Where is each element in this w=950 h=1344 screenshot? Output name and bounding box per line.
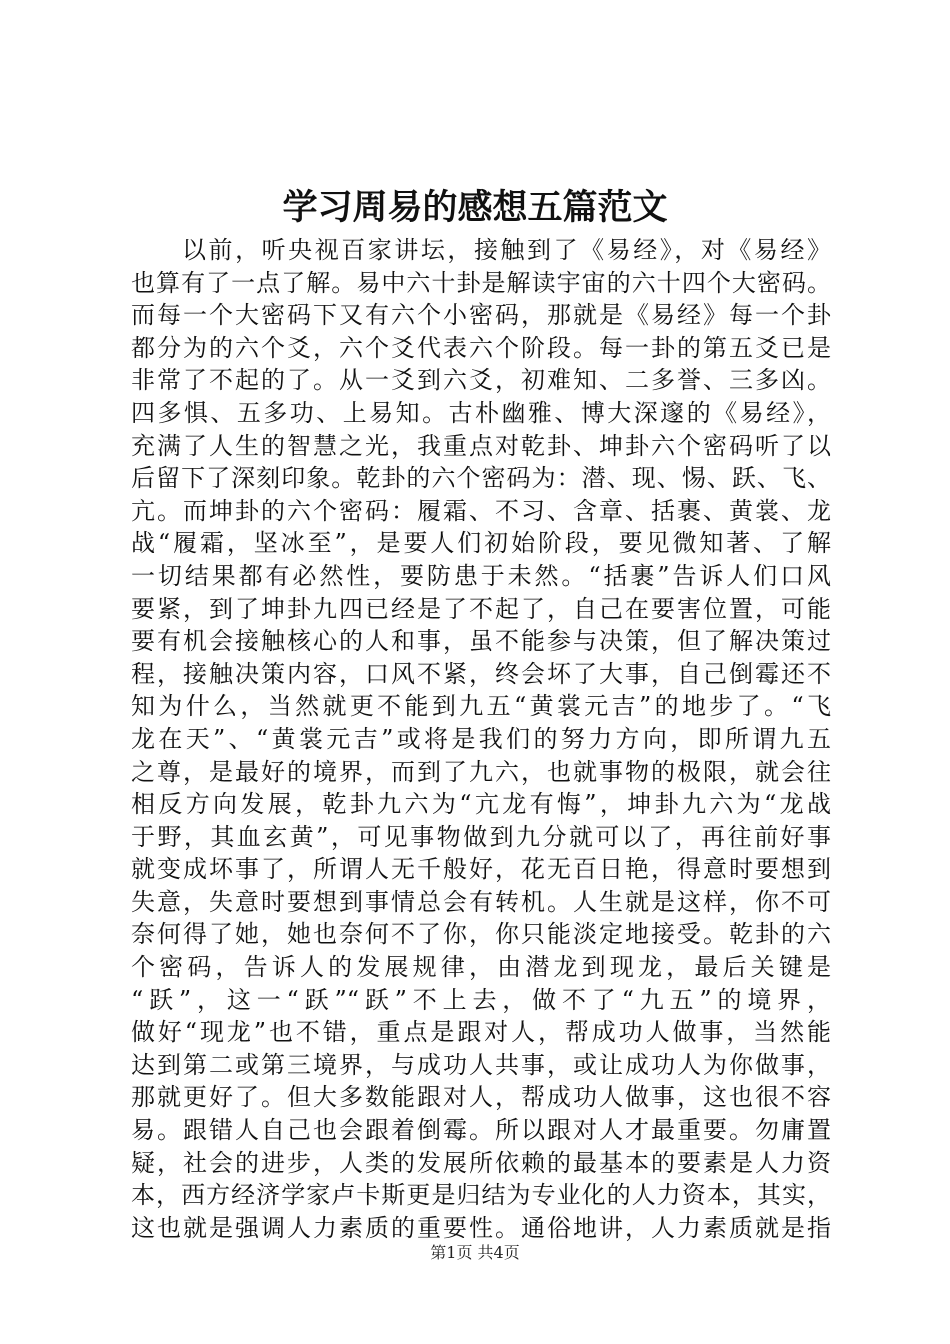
text-line: 都分为的六个爻，六个爻代表六个阶段。每一卦的第五爻已是 [131,333,831,362]
text-line: 本，西方经济学家卢卡斯更是归结为专业化的人力资本，其实， [131,1181,831,1210]
text-line: 四多惧、五多功、上易知。古朴幽雅、博大深邃的《易经》， [131,398,831,427]
text-line: 易。跟错人自己也会跟着倒霉。所以跟对人才最重要。勿庸置 [131,1116,831,1145]
text-line: 于野，其血玄黄”，可见事物做到九分就可以了，再往前好事 [131,822,831,851]
text-line: 龙在天”、“黄裳元吉”或将是我们的努力方向，即所谓九五 [131,724,831,753]
text-line: 一切结果都有必然性，要防患于未然。“括裹”告诉人们口风 [131,561,831,590]
text-line: 非常了不起的了。从一爻到六爻，初难知、二多誉、三多凶。 [131,366,831,395]
text-line: 亢。而坤卦的六个密码：履霜、不习、含章、括裹、黄裳、龙 [131,496,831,525]
document-title: 学习周易的感想五篇范文 [282,187,668,228]
text-line: 相反方向发展，乾卦九六为“亢龙有悔”，坤卦九六为“龙战 [131,790,831,819]
body-paragraph [131,234,831,1244]
text-line: 个密码，告诉人的发展规律，由潜龙到现龙，最后关键是 [131,953,831,982]
text-line: 达到第二或第三境界，与成功人共事，或让成功人为你做事， [131,1050,831,1079]
text-line: 奈何得了她，她也奈何不了你，你只能淡定地接受。乾卦的六 [131,920,831,949]
text-line: 程，接触决策内容，口风不紧，终会坏了大事，自己倒霉还不 [131,659,831,688]
text-line: 那就更好了。但大多数能跟对人，帮成功人做事，这也很不容 [131,1083,831,1112]
text-line: 要有机会接触核心的人和事，虽不能参与决策，但了解决策过 [131,627,831,656]
text-line: 要紧，到了坤卦九四已经是了不起了，自己在要害位置，可能 [131,594,831,623]
text-line: 之尊，是最好的境界，而到了九六，也就事物的极限，就会往 [131,757,831,786]
text-line: 疑，社会的进步，人类的发展所依赖的最基本的要素是人力资 [131,1148,831,1177]
text-line: 做好“现龙”也不错，重点是跟对人，帮成功人做事，当然能 [131,1018,831,1047]
text-line: “跃”，这一“跃”“跃”不上去，做不了“九五”的境界， [131,985,831,1014]
text-line: 知为什么，当然就更不能到九五“黄裳元吉”的地步了。“飞 [131,692,831,721]
text-line: 以前，听央视百家讲坛，接触到了《易经》，对《易经》 [182,236,831,264]
page-number-footer: 第1页 共4页 [430,1243,520,1262]
text-line: 战“履霜，坚冰至”，是要人们初始阶段，要见微知著、了解 [131,529,831,558]
text-line: 后留下了深刻印象。乾卦的六个密码为：潜、现、惕、跃、飞、 [131,464,831,493]
text-line: 失意，失意时要想到事情总会有转机。人生就是这样，你不可 [131,887,831,916]
text-line: 这也就是强调人力素质的重要性。通俗地讲，人力素质就是指 [131,1213,831,1242]
text-line: 而每一个大密码下又有六个小密码，那就是《易经》每一个卦 [131,301,831,330]
text-line: 充满了人生的智慧之光，我重点对乾卦、坤卦六个密码听了以 [131,431,831,460]
text-line: 也算有了一点了解。易中六十卦是解读宇宙的六十四个大密码。 [131,268,831,297]
text-line: 就变成坏事了，所谓人无千般好，花无百日艳，得意时要想到 [131,855,831,884]
